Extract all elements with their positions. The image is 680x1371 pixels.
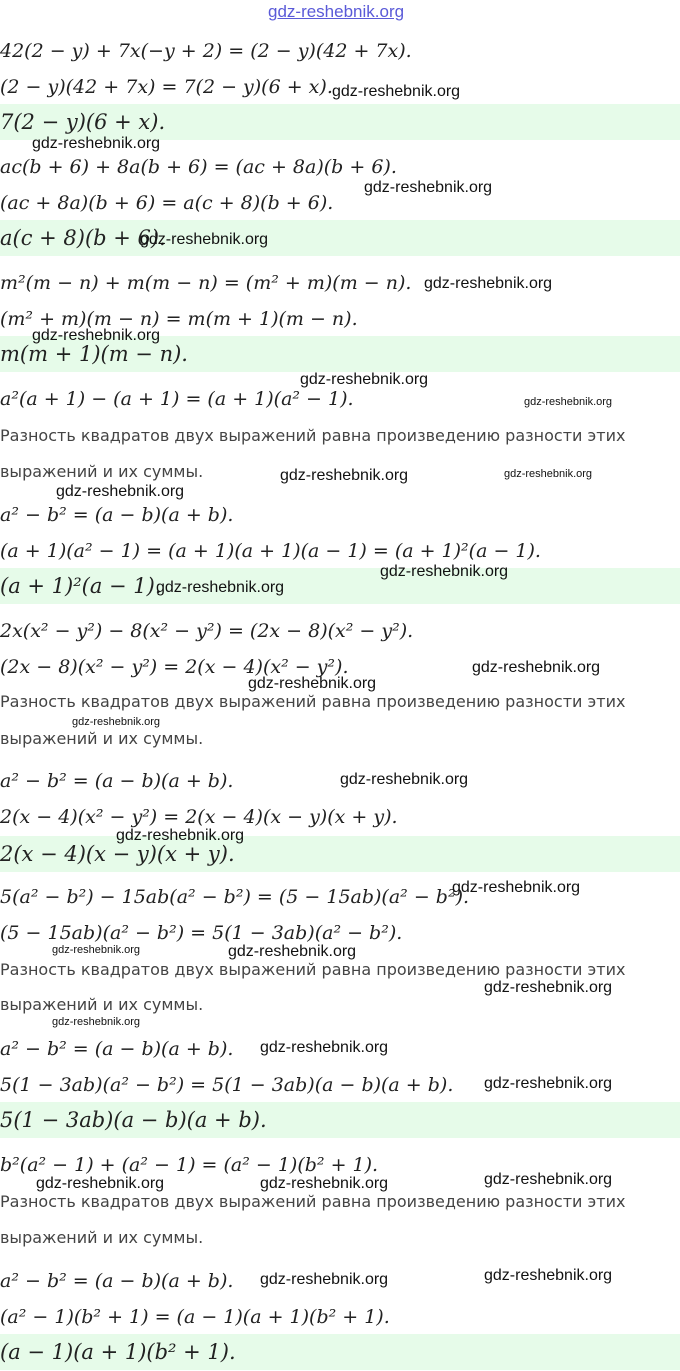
watermark: gdz-reshebnik.org: [228, 943, 357, 960]
watermark: gdz-reshebnik.org: [116, 827, 245, 844]
answer-line: (a − 1)(a + 1)(b² + 1).: [0, 1340, 236, 1364]
equation-line: a² − b² = (a − b)(a + b).: [0, 504, 234, 526]
watermark: gdz-reshebnik.org: [72, 716, 161, 728]
equation-line: b²(a² − 1) + (a² − 1) = (a² − 1)(b² + 1).: [0, 1154, 379, 1176]
watermark: gdz-reshebnik.org: [56, 483, 185, 500]
equation-line: 2x(x² − y²) − 8(x² − y²) = (2x − 8)(x² − y²).: [0, 620, 414, 642]
answer-line: (a + 1)²(a − 1).: [0, 574, 162, 598]
equation-line: (5 − 15ab)(a² − b²) = 5(1 − 3ab)(a² − b²).: [0, 922, 403, 944]
rule-text: выражений и их суммы.: [0, 995, 204, 1014]
watermark: gdz-reshebnik.org: [380, 563, 509, 580]
watermark: gdz-reshebnik.org: [332, 83, 461, 100]
watermark: gdz-reshebnik.org: [484, 979, 613, 996]
rule-text: Разность квадратов двух выражений равна произведению разности этих: [0, 960, 626, 979]
equation-line: a² − b² = (a − b)(a + b).: [0, 770, 234, 792]
watermark: gdz-reshebnik.org: [32, 135, 161, 152]
watermark: gdz-reshebnik.org: [484, 1267, 613, 1284]
equation-line: 5(a² − b²) − 15ab(a² − b²) = (5 − 15ab)(a² − b²).: [0, 886, 470, 908]
watermark: gdz-reshebnik.org: [472, 659, 601, 676]
equation-line: m²(m − n) + m(m − n) = (m² + m)(m − n).: [0, 272, 412, 294]
answer-line: 2(x − 4)(x − y)(x + y).: [0, 842, 235, 866]
rule-text: выражений и их суммы.: [0, 1228, 204, 1247]
watermark: gdz-reshebnik.org: [524, 396, 613, 408]
equation-line: a² − b² = (a − b)(a + b).: [0, 1038, 234, 1060]
equation-line: 42(2 − y) + 7x(−y + 2) = (2 − y)(42 + 7x).: [0, 40, 412, 62]
equation-line: (m² + m)(m − n) = m(m + 1)(m − n).: [0, 308, 358, 330]
rule-text: выражений и их суммы.: [0, 729, 204, 748]
rule-text: Разность квадратов двух выражений равна произведению разности этих: [0, 426, 626, 445]
answer-line: 5(1 − 3ab)(a − b)(a + b).: [0, 1108, 267, 1132]
equation-line: 5(1 − 3ab)(a² − b²) = 5(1 − 3ab)(a − b)(a + b).: [0, 1074, 454, 1096]
watermark-link[interactable]: gdz-reshebnik.org: [268, 2, 405, 21]
equation-line: a²(a + 1) − (a + 1) = (a + 1)(a² − 1).: [0, 388, 354, 410]
equation-line: (ac + 8a)(b + 6) = a(c + 8)(b + 6).: [0, 192, 334, 214]
watermark: gdz-reshebnik.org: [156, 579, 285, 596]
watermark: gdz-reshebnik.org: [52, 944, 141, 956]
equation-line: a² − b² = (a − b)(a + b).: [0, 1270, 234, 1292]
watermark: gdz-reshebnik.org: [364, 179, 493, 196]
watermark: gdz-reshebnik.org: [36, 1175, 165, 1192]
watermark: gdz-reshebnik.org: [340, 771, 469, 788]
equation-line: ac(b + 6) + 8a(b + 6) = (ac + 8a)(b + 6).: [0, 156, 397, 178]
watermark: gdz-reshebnik.org: [248, 675, 377, 692]
equation-line: (a² − 1)(b² + 1) = (a − 1)(a + 1)(b² + 1).: [0, 1306, 390, 1328]
watermark: gdz-reshebnik.org: [260, 1175, 389, 1192]
watermark: gdz-reshebnik.org: [300, 371, 429, 388]
equation-line: (2 − y)(42 + 7x) = 7(2 − y)(6 + x).: [0, 76, 333, 98]
watermark: gdz-reshebnik.org: [260, 1271, 389, 1288]
watermark: gdz-reshebnik.org: [484, 1171, 613, 1188]
answer-line: a(c + 8)(b + 6).: [0, 226, 166, 250]
watermark: gdz-reshebnik.org: [484, 1075, 613, 1092]
equation-line: (2x − 8)(x² − y²) = 2(x − 4)(x² − y²).: [0, 656, 349, 678]
watermark: gdz-reshebnik.org: [52, 1016, 141, 1028]
equation-line: 2(x − 4)(x² − y²) = 2(x − 4)(x − y)(x + y).: [0, 806, 398, 828]
rule-text: Разность квадратов двух выражений равна произведению разности этих: [0, 692, 626, 711]
answer-line: 7(2 − y)(6 + x).: [0, 110, 166, 134]
watermark: gdz-reshebnik.org: [140, 231, 269, 248]
equation-line: (a + 1)(a² − 1) = (a + 1)(a + 1)(a − 1) = (a + 1)²(a − 1).: [0, 540, 541, 562]
watermark: gdz-reshebnik.org: [504, 468, 593, 480]
watermark: gdz-reshebnik.org: [424, 275, 553, 292]
rule-text: Разность квадратов двух выражений равна произведению разности этих: [0, 1192, 626, 1211]
rule-text: выражений и их суммы.: [0, 462, 204, 481]
answer-line: m(m + 1)(m − n).: [0, 342, 188, 366]
watermark: gdz-reshebnik.org: [452, 879, 581, 896]
watermark: gdz-reshebnik.org: [280, 467, 409, 484]
watermark: gdz-reshebnik.org: [32, 327, 161, 344]
watermark: gdz-reshebnik.org: [260, 1039, 389, 1056]
